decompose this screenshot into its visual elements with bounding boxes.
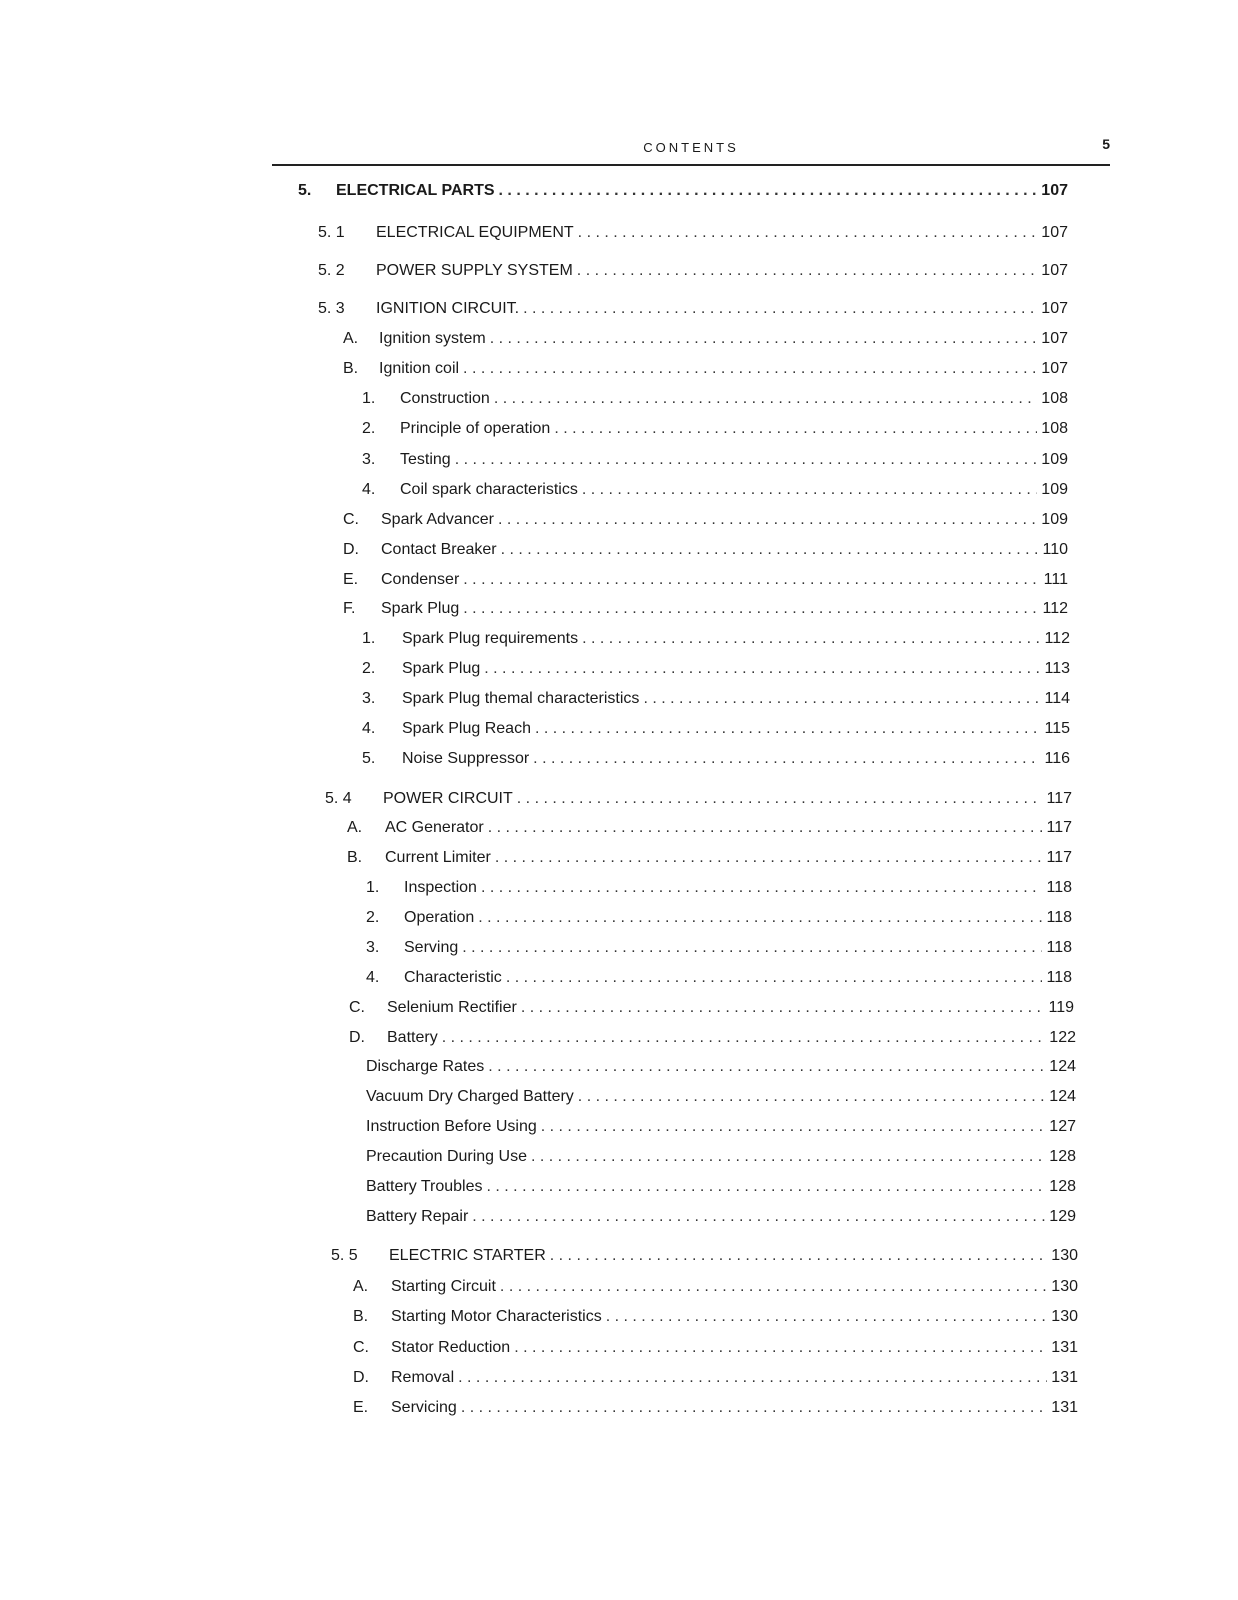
toc-entry: [318, 300, 1068, 318]
toc-entry-number: 5. 1: [318, 224, 345, 241]
toc-entry-number: A.: [343, 330, 359, 347]
toc-entry-number: 5. 2: [318, 262, 345, 279]
toc-entry-number: 1.: [362, 390, 376, 407]
dot-leader: [481, 879, 1043, 897]
toc-entry-page: 131: [1051, 1369, 1078, 1386]
toc-entry-title: Principle of operation: [400, 420, 551, 437]
toc-entry: [353, 1339, 1078, 1357]
toc-entry-number: 5.: [298, 182, 312, 199]
toc-entry-number: C.: [349, 999, 365, 1016]
toc-entry-number: C.: [353, 1339, 369, 1356]
toc-entry-title: Contact Breaker: [381, 541, 497, 558]
toc-entry-number: 5.: [362, 750, 376, 767]
toc-entry-number: 3.: [362, 690, 376, 707]
toc-entry: [343, 541, 1068, 559]
toc-entry: [318, 262, 1068, 280]
toc-entry-page: 117: [1046, 849, 1072, 866]
dot-leader: [461, 1399, 1047, 1417]
toc-entry-title: Battery Repair: [366, 1208, 469, 1225]
toc-entry-page: 112: [1042, 600, 1068, 617]
toc-entry: [366, 969, 1072, 987]
dot-leader: [643, 690, 1040, 708]
toc-entry-page: 124: [1049, 1058, 1076, 1075]
toc-entry: [366, 879, 1072, 897]
toc-entry-number: F.: [343, 600, 356, 617]
toc-entry: [366, 1178, 1076, 1196]
toc-entry-page: 107: [1041, 182, 1068, 199]
toc-entry-page: 115: [1044, 720, 1070, 737]
page-number: 5: [1102, 136, 1110, 152]
toc-entry-page: 110: [1042, 541, 1068, 558]
dot-leader: [531, 1148, 1045, 1166]
dot-leader: [554, 420, 1037, 438]
toc-entry-title: POWER CIRCUIT: [383, 790, 513, 807]
toc-entry-title: Removal: [391, 1369, 455, 1386]
toc-entry-title: Starting Motor Characteristics: [391, 1308, 602, 1325]
dot-leader: [541, 1118, 1046, 1136]
toc-entry-number: B.: [353, 1308, 369, 1325]
dot-leader: [517, 790, 1043, 808]
toc-entry-number: B.: [343, 360, 359, 377]
toc-entry-number: 2.: [362, 420, 376, 437]
toc-entry-number: 4.: [362, 481, 376, 498]
toc-entry-number: 4.: [362, 720, 376, 737]
toc-entry-title: Inspection: [404, 879, 477, 896]
toc-entry-title: Battery Troubles: [366, 1178, 483, 1195]
toc-entry-page: 107: [1041, 330, 1068, 347]
toc-entry-number: 5. 5: [331, 1247, 358, 1264]
toc-entry-title: ELECTRICAL EQUIPMENT: [376, 224, 574, 241]
toc-entry-title: Ignition system: [379, 330, 486, 347]
toc-entry: [362, 660, 1070, 678]
dot-leader: [514, 1339, 1047, 1357]
dot-leader: [442, 1029, 1046, 1047]
toc-entry-title: Discharge Rates: [366, 1058, 485, 1075]
dot-leader: [463, 600, 1038, 618]
toc-entry-title: Starting Circuit: [391, 1278, 496, 1295]
toc-entry-title: Spark Plug: [381, 600, 460, 617]
toc-entry-page: 109: [1041, 511, 1068, 528]
page-title: CONTENTS: [643, 140, 739, 155]
toc-entry: [366, 1088, 1076, 1106]
toc-entry-number: 2.: [362, 660, 376, 677]
toc-entry-title: Spark Plug: [402, 660, 481, 677]
toc-entry-number: 3.: [362, 451, 376, 468]
toc-entry: [343, 511, 1068, 529]
dot-leader: [500, 1278, 1047, 1296]
toc-entry: [325, 790, 1072, 808]
toc-entry-number: 1.: [362, 630, 376, 647]
toc-entry-page: 130: [1051, 1247, 1078, 1264]
toc-entry-page: 127: [1049, 1118, 1076, 1135]
dot-leader: [484, 660, 1040, 678]
toc-entry-page: 128: [1049, 1178, 1076, 1195]
toc-entry-number: 3.: [366, 939, 380, 956]
toc-entry-title: Operation: [404, 909, 475, 926]
toc-entry: [362, 630, 1070, 648]
toc-entry: [343, 360, 1068, 378]
toc-entry-page: 109: [1041, 481, 1068, 498]
toc-entry-title: Battery: [387, 1029, 438, 1046]
toc-entry-page: 128: [1049, 1148, 1076, 1165]
toc-entry-page: 118: [1046, 909, 1072, 926]
toc-entry-page: 130: [1051, 1308, 1078, 1325]
dot-leader: [462, 939, 1042, 957]
dot-leader: [463, 571, 1039, 589]
toc-entry-page: 118: [1046, 879, 1072, 896]
dot-leader: [533, 750, 1040, 768]
toc-entry-title: Noise Suppressor: [402, 750, 530, 767]
toc-entry-title: Spark Plug themal characteristics: [402, 690, 640, 707]
toc-entry: [318, 224, 1068, 242]
toc-entry: [331, 1247, 1078, 1265]
toc-entry-page: 119: [1048, 999, 1074, 1016]
dot-leader: [499, 182, 1038, 200]
toc-entry-number: D.: [353, 1369, 369, 1386]
dot-leader: [494, 390, 1037, 408]
dot-leader: [501, 541, 1039, 559]
toc-entry-page: 124: [1049, 1088, 1076, 1105]
toc-entry-page: 116: [1044, 750, 1070, 767]
toc-entry-page: 107: [1041, 360, 1068, 377]
dot-leader: [488, 819, 1043, 837]
toc-entry-page: 122: [1049, 1029, 1076, 1046]
toc-entry-page: 108: [1041, 390, 1068, 407]
toc-entry: [366, 1148, 1076, 1166]
toc-entry-page: 107: [1041, 262, 1068, 279]
dot-leader: [506, 969, 1043, 987]
toc-entry-page: 109: [1041, 451, 1068, 468]
toc-entry-title: Instruction Before Using: [366, 1118, 537, 1135]
toc-entry: [343, 600, 1068, 618]
toc-entry-title: ELECTRICAL PARTS: [336, 182, 495, 199]
toc-entry: [366, 909, 1072, 927]
toc-entry: [347, 849, 1072, 867]
toc-entry-page: 114: [1044, 690, 1070, 707]
toc-entry-title: POWER SUPPLY SYSTEM: [376, 262, 573, 279]
toc-entry-title: IGNITION CIRCUIT.: [376, 300, 520, 317]
toc-entry-page: 112: [1044, 630, 1070, 647]
toc-entry-number: A.: [347, 819, 363, 836]
toc-entry-title: Selenium Rectifier: [387, 999, 517, 1016]
toc-entry-number: 2.: [366, 909, 380, 926]
dot-leader: [455, 451, 1038, 469]
toc-entry-number: C.: [343, 511, 359, 528]
dot-leader: [578, 1088, 1046, 1106]
toc-entry-title: Coil spark characteristics: [400, 481, 578, 498]
toc-entry-title: Vacuum Dry Charged Battery: [366, 1088, 574, 1105]
toc-entry: [362, 420, 1068, 438]
toc-entry: [353, 1278, 1078, 1296]
toc-entry-title: Servicing: [391, 1399, 457, 1416]
toc-entry-number: B.: [347, 849, 363, 866]
toc-entry-title: Stator Reduction: [391, 1339, 511, 1356]
toc-entry-title: Spark Plug Reach: [402, 720, 531, 737]
toc-entry: [343, 571, 1068, 589]
toc-entry-page: 118: [1046, 969, 1072, 986]
toc-entry-number: 4.: [366, 969, 380, 986]
dot-leader: [488, 1058, 1045, 1076]
toc-entry-page: 117: [1046, 819, 1072, 836]
toc-entry-page: 111: [1043, 571, 1068, 588]
toc-entry: [353, 1369, 1078, 1387]
toc-entry: [362, 481, 1068, 499]
toc-entry-number: A.: [353, 1278, 369, 1295]
toc-entry-title: Precaution During Use: [366, 1148, 527, 1165]
dot-leader: [495, 849, 1043, 867]
toc-entry-number: D.: [343, 541, 359, 558]
toc-entry: [366, 939, 1072, 957]
toc-entry-number: 5. 3: [318, 300, 345, 317]
toc-entry-number: 5. 4: [325, 790, 352, 807]
toc-entry-title: AC Generator: [385, 819, 484, 836]
dot-leader: [521, 999, 1045, 1017]
toc-entry-title: Spark Plug requirements: [402, 630, 579, 647]
toc-entry-number: 1.: [366, 879, 380, 896]
dot-leader: [606, 1308, 1048, 1326]
toc-entry-title: Current Limiter: [385, 849, 491, 866]
dot-leader: [577, 262, 1038, 280]
toc-entry: [349, 1029, 1076, 1047]
dot-leader: [550, 1247, 1048, 1265]
toc-entry: [366, 1208, 1076, 1226]
toc-entry: [362, 690, 1070, 708]
dot-leader: [478, 909, 1042, 927]
dot-leader: [458, 1369, 1047, 1387]
dot-leader: [582, 481, 1037, 499]
toc-entry: [347, 819, 1072, 837]
toc-entry-title: Characteristic: [404, 969, 502, 986]
toc-entry: [362, 750, 1070, 768]
dot-leader: [582, 630, 1040, 648]
toc-entry: [353, 1308, 1078, 1326]
toc-entry-page: 131: [1051, 1399, 1078, 1416]
dot-leader: [472, 1208, 1045, 1226]
toc-entry: [353, 1399, 1078, 1417]
toc-entry-number: E.: [343, 571, 359, 588]
toc-entry: [366, 1058, 1076, 1076]
toc-entry-title: Serving: [404, 939, 459, 956]
dot-leader: [535, 720, 1041, 738]
dot-leader: [463, 360, 1037, 378]
toc-entry-page: 117: [1046, 790, 1072, 807]
toc-entry-number: D.: [349, 1029, 365, 1046]
toc-entry-title: Spark Advancer: [381, 511, 494, 528]
toc-entry: [343, 330, 1068, 348]
toc-entry-page: 113: [1044, 660, 1070, 677]
toc-entry-title: ELECTRIC STARTER: [389, 1247, 546, 1264]
toc-entry: [349, 999, 1074, 1017]
dot-leader: [578, 224, 1038, 242]
toc-entry-page: 107: [1041, 224, 1068, 241]
toc-entry-page: 129: [1049, 1208, 1076, 1225]
toc-entry: [362, 390, 1068, 408]
toc-entry-title: Ignition coil: [379, 360, 460, 377]
toc-entry: [298, 182, 1068, 200]
toc-entry: [366, 1118, 1076, 1136]
dot-leader: [498, 511, 1037, 529]
dot-leader: [487, 1178, 1046, 1196]
toc-entry-title: Condenser: [381, 571, 460, 588]
dot-leader: [490, 330, 1038, 348]
toc-entry-page: 130: [1051, 1278, 1078, 1295]
toc-entry: [362, 451, 1068, 469]
toc-entry-page: 118: [1046, 939, 1072, 956]
toc-entry-page: 131: [1051, 1339, 1078, 1356]
toc-entry-page: 108: [1041, 420, 1068, 437]
toc-entry-number: E.: [353, 1399, 369, 1416]
toc-entry-title: Construction: [400, 390, 490, 407]
dot-leader: [523, 300, 1037, 318]
toc-entry-page: 107: [1041, 300, 1068, 317]
toc-entry: [362, 720, 1070, 738]
toc-entry-title: Testing: [400, 451, 451, 468]
